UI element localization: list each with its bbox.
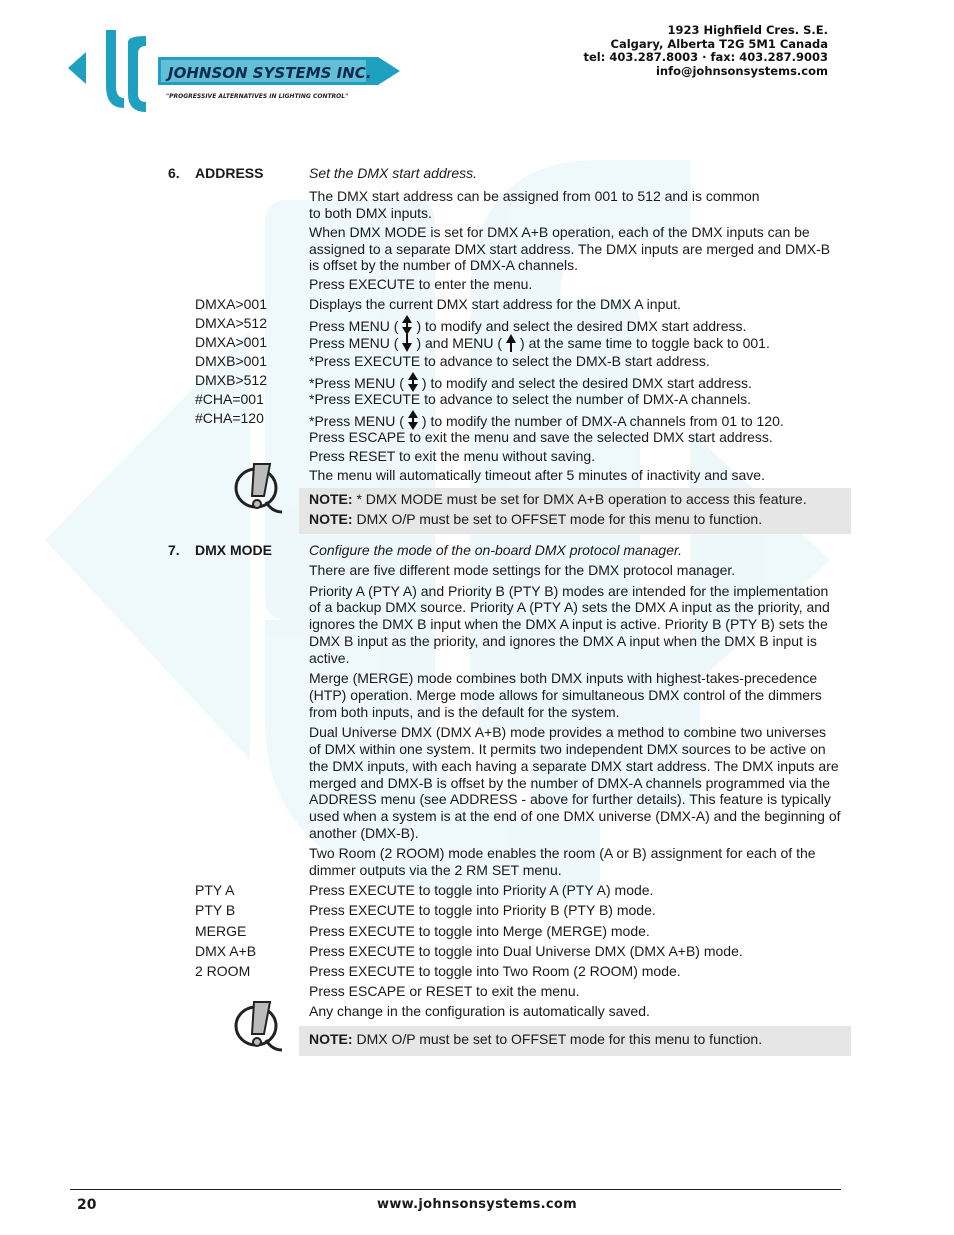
paragraph-line: When DMX MODE is set for DMX A+B operation, each of the DMX inputs can be — [309, 224, 810, 240]
paragraph-line: Any change in the configuration is automatically saved. — [309, 1003, 650, 1019]
paragraph-line: merged and DMX-B is offset by the number of DMX-A channels programmed via the — [309, 775, 831, 791]
menu-row-text — [309, 315, 844, 335]
row-text: *Press EXECUTE to advance to select the number of DMX-A channels. — [309, 391, 751, 407]
menu-display-label: #CHA=120 — [195, 410, 264, 426]
section-number: 7. — [168, 542, 180, 558]
paragraph-line: Priority A (PTY A) and Priority B (PTY B) modes are intended for the implementation — [309, 583, 829, 599]
paragraph-line: The menu will automatically timeout after 5 minutes of inactivity and save. — [309, 467, 765, 483]
menu-row-text: Press EXECUTE to toggle into Merge (MERGE) mode. — [309, 923, 650, 939]
menu-display-label: DMXB>001 — [195, 353, 267, 369]
logo-right-arrow-icon — [378, 57, 400, 85]
section-number: 6. — [168, 165, 180, 181]
menu-display-label: 2 ROOM — [195, 963, 251, 979]
menu-row-text: Press EXECUTE to toggle into Two Room (2 ROOM) mode. — [309, 963, 681, 979]
paragraph-line: ADDRESS menu (see ADDRESS - above for further details). This feature is typically — [309, 791, 831, 807]
warning-note-icon — [232, 1000, 284, 1054]
logo-js-mark-icon — [106, 30, 146, 112]
address-line: Calgary, Alberta T2G 5M1 Canada — [610, 36, 828, 51]
note-line — [309, 1031, 762, 1048]
section-title: DMX MODE — [195, 542, 272, 558]
menu-display-label: DMXB>512 — [195, 372, 267, 388]
row-text: Press MENU ( — [309, 335, 399, 351]
footer-website-link[interactable]: www.johnsonsystems.com — [377, 1197, 577, 1212]
company-name: JOHNSON SYSTEMS INC. — [168, 64, 372, 82]
logo-left-arrow-icon — [68, 52, 86, 84]
note-label: NOTE: — [309, 511, 353, 527]
row-text: *Press MENU ( — [309, 375, 404, 391]
menu-display-label: #CHA=001 — [195, 391, 264, 407]
paragraph-line: Dual Universe DMX (DMX A+B) mode provides a method to combine two universes — [309, 724, 827, 740]
row-text: *Press MENU ( — [309, 413, 404, 429]
down-arrow-icon — [402, 334, 412, 352]
row-text: ) to modify and select the desired DMX start address. — [416, 318, 747, 334]
menu-display-label: DMX A+B — [195, 943, 257, 959]
row-text: ) to modify the number of DMX-A channels from 01 to 120. — [421, 413, 784, 429]
note-line — [309, 511, 762, 528]
paragraph-line: (HTP) operation. Merge mode allows for simultaneous DMX control of the dimmers — [309, 687, 822, 703]
menu-row-text — [309, 410, 844, 430]
page-number: 20 — [77, 1197, 97, 1213]
menu-row-text — [309, 372, 844, 392]
paragraph-line: ignores the DMX B input when the DMX A input is active. Priority B (PTY B) sets the — [309, 616, 828, 632]
section-subtitle: Set the DMX start address. — [309, 165, 478, 181]
note-label: NOTE: — [309, 1031, 353, 1047]
menu-display-label: PTY B — [195, 902, 236, 918]
menu-row-text — [309, 353, 844, 370]
paragraph-line: Press ESCAPE to exit the menu and save the selected DMX start address. — [309, 429, 773, 445]
paragraph-line: another (DMX-B). — [309, 825, 419, 841]
row-text: ) to modify and select the desired DMX start address. — [421, 375, 752, 391]
row-text: Displays the current DMX start address for the DMX A input. — [309, 296, 681, 312]
row-text: ) and MENU ( — [416, 335, 503, 351]
menu-row-text — [309, 296, 844, 313]
paragraph-line: to both DMX inputs. — [309, 205, 432, 221]
paragraph-line: dimmer outputs via the 2 RM SET menu. — [309, 862, 562, 878]
address-line[interactable]: info@johnsonsystems.com — [655, 64, 828, 79]
paragraph-line: active. — [309, 650, 350, 666]
menu-display-label: DMXA>001 — [195, 334, 267, 350]
paragraph-line: Two Room (2 ROOM) mode enables the room (A or B) assignment for each of the — [309, 845, 816, 861]
company-tagline: "PROGRESSIVE ALTERNATIVES IN LIGHTING CONTROL" — [166, 93, 349, 100]
paragraph-line: Press ESCAPE or RESET to exit the menu. — [309, 983, 580, 999]
note-text: DMX O/P must be set to OFFSET mode for this menu to function. — [352, 511, 763, 527]
menu-row-text: Press EXECUTE to toggle into Dual Universe DMX (DMX A+B) mode. — [309, 943, 743, 959]
paragraph-line: The DMX start address can be assigned from 001 to 512 and is common — [309, 188, 760, 204]
paragraph-line: Merge (MERGE) mode combines both DMX inputs with highest-takes-precedence — [309, 670, 818, 686]
warning-note-icon — [232, 462, 284, 516]
paragraph-line: used when a system is at the end of one DMX universe (DMX-A) and the beginning of — [309, 808, 841, 824]
row-text: ) at the same time to toggle back to 001. — [520, 335, 770, 351]
menu-display-label: DMXA>001 — [195, 296, 267, 312]
menu-display-label: MERGE — [195, 923, 247, 939]
note-box — [299, 1026, 851, 1056]
menu-display-label: PTY A — [195, 882, 235, 898]
menu-row-text: Press EXECUTE to toggle into Priority B (PTY B) mode. — [309, 902, 656, 918]
paragraph-line: Press EXECUTE to enter the menu. — [309, 276, 533, 292]
address-line: tel: 403.287.8003 · fax: 403.287.9003 — [583, 50, 828, 65]
up-arrow-icon — [506, 334, 516, 352]
paragraph-line: the DMX inputs, with each having a separate DMX start address. The DMX inputs are — [309, 758, 839, 774]
up-down-arrow-icon — [408, 410, 418, 430]
paragraph-line: of DMX within one system. It permits two independent DMX sources to be active on — [309, 741, 826, 757]
company-address — [583, 24, 828, 79]
paragraph-line: DMX B input as the priority, and ignores the DMX A input when the DMX B input is — [309, 633, 817, 649]
note-label: NOTE: — [309, 491, 353, 507]
note-box — [299, 488, 851, 534]
paragraph-line: is offset by the number of DMX-A channels. — [309, 257, 578, 273]
row-text: *Press EXECUTE to advance to select the DMX-B start address. — [309, 353, 710, 369]
company-logo — [66, 24, 406, 116]
menu-row-text — [309, 334, 844, 352]
note-line — [309, 491, 807, 508]
menu-row-text: Press EXECUTE to toggle into Priority A (PTY A) mode. — [309, 882, 654, 898]
paragraph-line: assigned to a separate DMX start address. The DMX inputs are merged and DMX-B — [309, 241, 831, 257]
paragraph-line: There are five different mode settings for the DMX protocol manager. — [309, 562, 736, 578]
note-text: DMX O/P must be set to OFFSET mode for this menu to function. — [352, 1031, 763, 1047]
footer-divider — [70, 1189, 841, 1190]
up-down-arrow-icon — [408, 372, 418, 392]
paragraph-line: Press RESET to exit the menu without saving. — [309, 448, 596, 464]
up-down-arrow-icon — [402, 315, 412, 335]
menu-row-text — [309, 391, 844, 408]
note-text: * DMX MODE must be set for DMX A+B operation to access this feature. — [352, 491, 807, 507]
address-line: 1923 Highfield Cres. S.E. — [667, 23, 828, 37]
section-subtitle: Configure the mode of the on-board DMX protocol manager. — [309, 542, 683, 558]
paragraph-line: of a backup DMX source. Priority A (PTY A) sets the DMX A input as the priority, and — [309, 599, 830, 615]
menu-display-label: DMXA>512 — [195, 315, 267, 331]
section-title: ADDRESS — [195, 165, 264, 181]
paragraph-line: from both inputs, and is the default for the system. — [309, 704, 620, 720]
row-text: Press MENU ( — [309, 318, 399, 334]
